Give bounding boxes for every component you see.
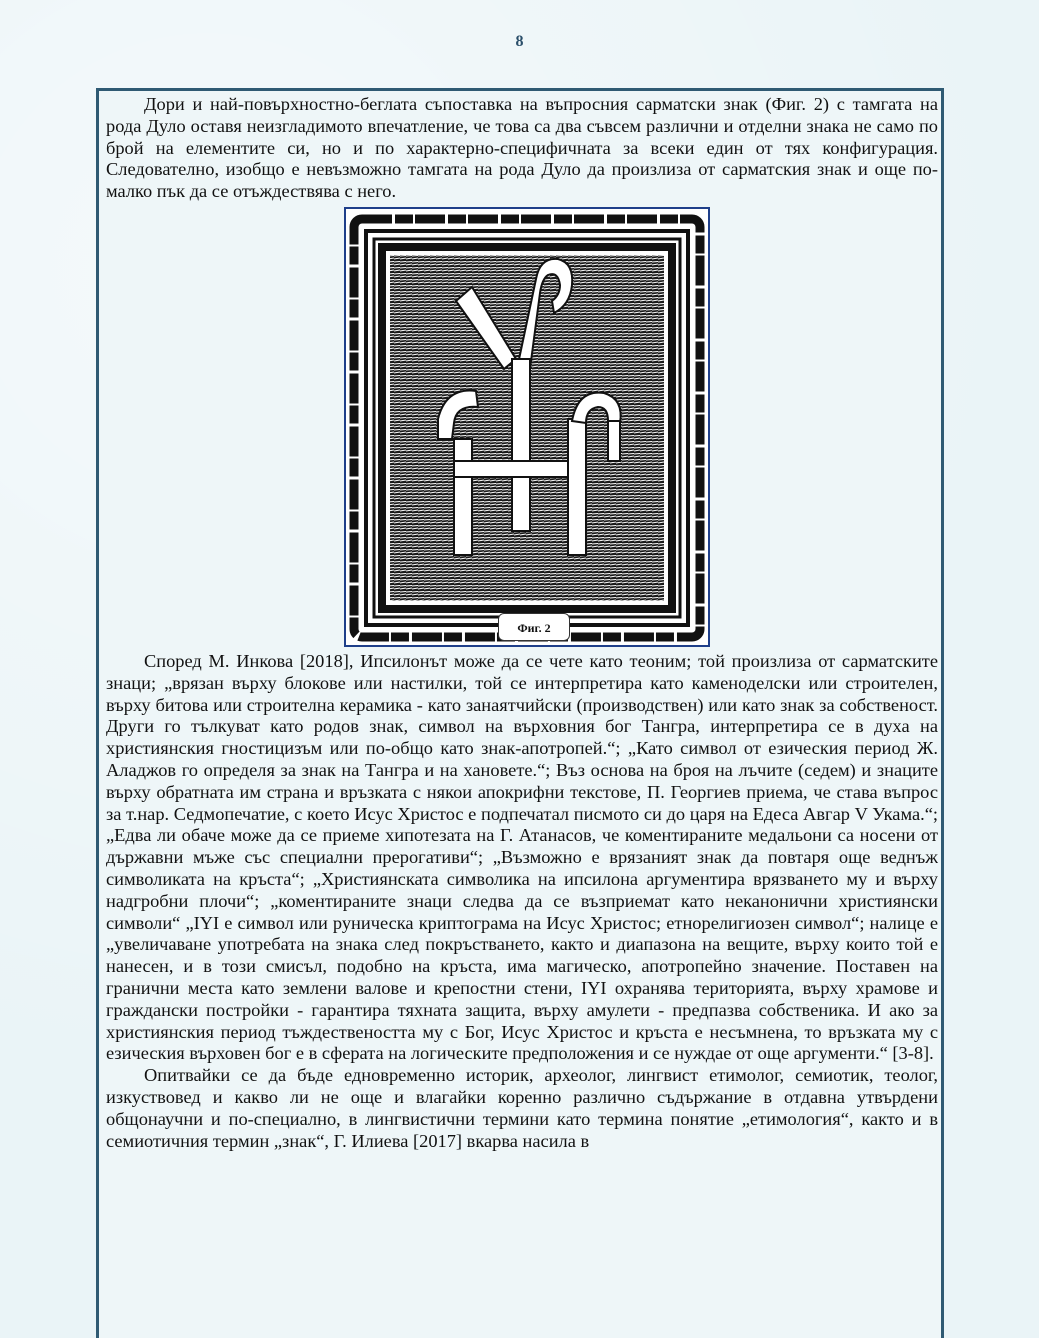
paragraph-2: Според М. Инкова [2018], Ипсилонът може да се чете като теоним; той произлиза от сарматските знаци; „врязан върху блокове или настилки, той се интерпретира като каменоделски или строителен, върху битова или строителна керамика - като занаятчийски (производствен) или като знак за собственост. Други го тълкуват като родов знак, символ на върховния бог Тангра, интерпретира се в духа на християнския гностицизъм или по-общо като знак-апотропей.“; „Като символ от езическия период Ж. Аладжов го определя за знак на Тангра и на хановете.“; Въз основа на броя на лъчите (седем) и знаците върху обратната им страна и връзката с някои апокрифни текстове, П. Георгиев приема, че става въпрос за т.нар. Седмопечатие, с което Исус Христос е подпечатал писмото си до царя на Едеса Авгар V Укама.“; „Едва ли обаче може да се приеме хипотезата на Г. Атанасов, че коментираните медальони са носени от държавни мъже със специални прерогативи“; „Възможно е врязаният знак да повтаря още веднъж символиката на кръста“; „Християнската символика на ипсилона аргументира врязването му и върху надгробни плочи“; „коментираните знаци следва да се възприемат като неканонични християнски символи“ „IYI е символ или руническа криптограма на Исус Христос; етнорелигиозен символ“; налице е „увеличаване употребата на знака след покръстването, както и диапазона на вещите, върху които той е нанесен, и в този смисъл, подобно на кръста, има магическо, апотропейно значение. Поставен на гранични места като землени валове и крепостни стени, IYI охранява територията, върху храмове и граждански постройки - гарантира тяхната защита, върху амулети - предпазва собственика. И ако за християнския период тъждествеността му с Бог, Исус Христос и кръста е несъмнена, то връзката му с езическия върховен бог е в сферата на логическите предположения и се нуждае от още аргументи.“ [3-8].: [106, 650, 938, 1064]
page-content: [106, 94, 938, 1152]
figure-2: [344, 207, 710, 647]
page-number: 8: [515, 33, 524, 50]
paragraph-3: Опитвайки се да бъде едновременно историк, археолог, лингвист етимолог, семиотик, теолог, изкуствовед и какво ли не още и влагайки коренно различно съдържание в отдавна утвърдени общонаучни и по-специално, в лингвистични термини като термина понятие „етимология“, както и в семиотичния термин „знак“, Г. Илиева [2017] вкарва насила в: [106, 1065, 938, 1151]
paragraph-1: Дори и най-повърхностно-беглата съпоставка на въпросния сарматски знак (Фиг. 2) с тамгата на рода Дуло оставя неизгладимото впечатление, че това са два съвсем различни и отделни знака не само по брой на елементите си, но и по характерно-специфичната за всеки един от тях конфигурация. Следователно, изобщо е невъзможно тамгата на рода Дуло да произлиза от сарматския знак и още по-малко пък да се отъждествява с него.: [106, 94, 938, 202]
sarmatian-sign-image: [346, 209, 708, 645]
figure-caption: Фиг. 2: [498, 613, 570, 641]
